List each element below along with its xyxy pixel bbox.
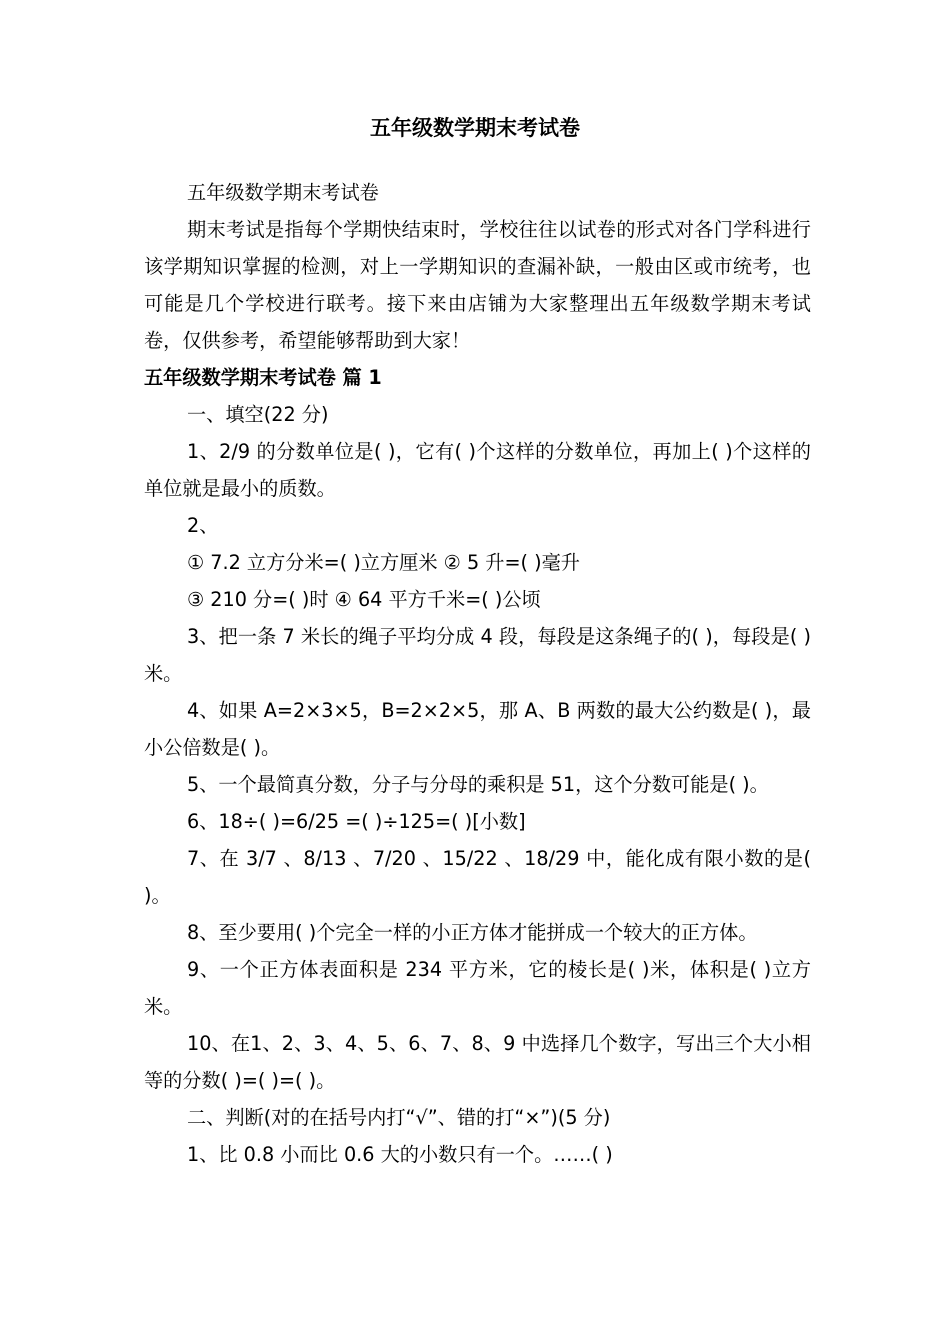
question-2: 2、 [187, 514, 219, 537]
paragraph-intro: 期末考试是指每个学期快结束时，学校往往以试卷的形式对各门学科进行该学期知识掌握的检测，对上一学期知识的查漏补缺，一般由区或市统考，也可能是几个学校进行联考。接下来由店铺为大家整理出五年级数学期末考试卷，仅供参考，希望能够帮助到大家！ [144, 218, 811, 352]
question-5: 5、一个最简真分数，分子与分母的乘积是 51，这个分数可能是( )。 [187, 773, 769, 796]
document-title: 五年级数学期末考试卷 [370, 116, 580, 140]
question-3: 3、把一条 7 米长的绳子平均分成 4 段，每段是这条绳子的( )，每段是( )米。 [144, 625, 811, 685]
question-2-part-b: ③ 210 分=( )时 ④ 64 平方千米=( )公顷 [187, 588, 541, 611]
document-body [144, 174, 811, 1173]
question-8: 8、至少要用( )个完全一样的小正方体才能拼成一个较大的正方体。 [187, 921, 758, 944]
question-10: 10、在1、2、3、4、5、6、7、8、9 中选择几个数字，写出三个大小相等的分数( )=( )=( )。 [144, 1032, 811, 1092]
judge-question-1: 1、比 0.8 小而比 0.6 大的小数只有一个。……( ) [187, 1143, 613, 1166]
section-heading: 五年级数学期末考试卷 篇 1 [144, 366, 382, 389]
question-6: 6、18÷( )=6/25 =( )÷125=( )[小数] [187, 810, 526, 833]
question-2-part-a: ① 7.2 立方分米=( )立方厘米 ② 5 升=( )毫升 [187, 551, 580, 574]
question-7: 7、在 3/7 、8/13 、7/20 、15/22 、18/29 中，能化成有限小数的是( )。 [144, 847, 811, 907]
question-4: 4、如果 A=2×3×5，B=2×2×5，那 A、B 两数的最大公约数是( )，最小公倍数是( )。 [144, 699, 811, 759]
paragraph-subtitle: 五年级数学期末考试卷 [187, 181, 379, 204]
part-heading-fill-in: 一、填空(22 分) [187, 403, 329, 426]
part-heading-true-false: 二、判断(对的在括号内打“√”、错的打“×”)(5 分) [187, 1106, 611, 1129]
question-1: 1、2/9 的分数单位是( )，它有( )个这样的分数单位，再加上( )个这样的单位就是最小的质数。 [144, 440, 811, 500]
question-9: 9、一个正方体表面积是 234 平方米，它的棱长是( )米，体积是( )立方米。 [144, 958, 811, 1018]
